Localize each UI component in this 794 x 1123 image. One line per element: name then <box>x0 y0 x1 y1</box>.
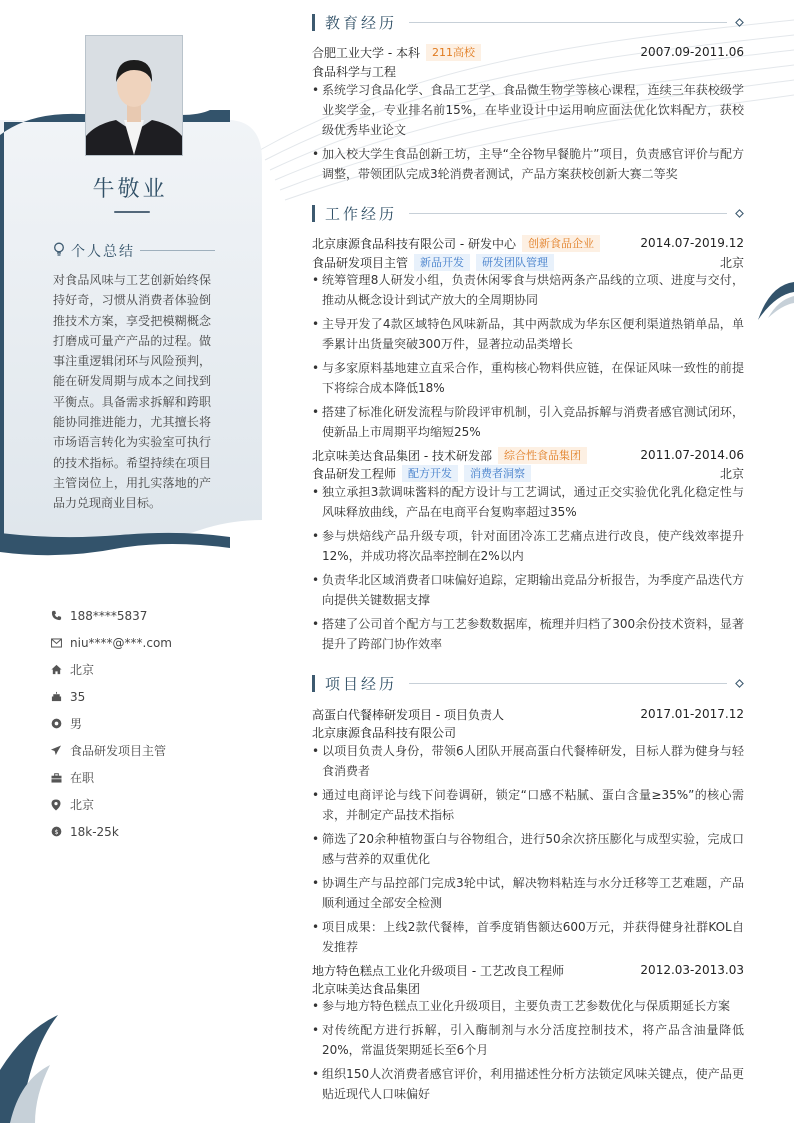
job-position-row <box>312 252 744 272</box>
home-icon <box>50 664 62 676</box>
project-org-row <box>312 722 744 742</box>
contact-list <box>50 602 172 845</box>
contact-text: 在职 <box>70 771 95 785</box>
project-name: 地方特色糕点工业化升级项目 - 工艺改良工程师 <box>312 963 564 978</box>
contact-item <box>50 602 172 629</box>
projects-title: 项目经历 <box>325 674 398 693</box>
lightbulb-icon <box>53 242 65 260</box>
school-name: 合肥工业大学 - 本科 <box>312 45 420 60</box>
company-tag: 综合性食品集团 <box>498 447 587 464</box>
bullet-item: • 协调生产与品控部门完成3轮中试，解决物料粘连与水分迁移等工艺难题，产品顺利通过全部安全检测 <box>312 873 744 913</box>
bullet-item: • 组织150人次消费者感官评价，利用描述性分析方法锁定风味关键点，使产品更贴近现代人口味偏好 <box>312 1064 744 1104</box>
bullet-item: • 参与地方特色糕点工业化升级项目，主要负责工艺参数优化与保质期延长方案 <box>312 996 744 1016</box>
summary-text: 对食品风味与工艺创新始终保持好奇，习惯从消费者体验倒推技术方案，享受把模糊概念打磨成可量产产品的过程。做事注重逻辑闭环与风险预判，能在研发周期与成本之间找到平衡点。具备需求拆解和跨职能协同推进能力，尤其擅长将市场语言转化为实验室可执行的技术指标。希望持续在项目主管岗位上，用扎实落地的产品力兑现商业目标。 <box>53 273 211 511</box>
work-heading <box>312 203 744 223</box>
bullet-item: • 负责华北区域消费者口味偏好追踪，定期输出竞品分析报告，为季度产品迭代方向提供关键数据支撑 <box>312 570 744 610</box>
salary-icon <box>50 826 62 838</box>
contact-item <box>50 656 172 683</box>
work-title: 工作经历 <box>325 204 398 223</box>
job-header-row <box>312 233 744 253</box>
major: 食品科学与工程 <box>312 64 397 79</box>
location-icon <box>50 799 62 811</box>
contact-text: 188****5837 <box>70 608 148 623</box>
send-icon <box>50 745 62 757</box>
bullet-item: • 对传统配方进行拆解，引入酶制剂与水分活度控制技术，将产品含油量降低20%，常温货架期延长至6个月 <box>312 1020 744 1060</box>
svg-text:$: $ <box>53 827 59 836</box>
project-period: 2017.01-2017.12 <box>640 707 744 721</box>
bullet-item: • 筛选了20余种植物蛋白与谷物组合，进行50余次挤压膨化与成型实验，完成口感与营养的双重优化 <box>312 829 744 869</box>
job-city: 北京 <box>719 466 744 481</box>
job-city: 北京 <box>719 255 744 270</box>
education-header-row <box>312 42 744 62</box>
briefcase-icon <box>50 772 62 784</box>
education-bullets <box>312 80 744 188</box>
summary-heading <box>53 241 135 261</box>
summary-rule <box>140 250 215 251</box>
contact-text: 35 <box>70 689 86 704</box>
bullet-item: • 项目成果：上线2款代餐棒，首季度销售额达600万元，并获得健身社群KOL自发推荐 <box>312 917 744 957</box>
job-header-row <box>312 445 744 465</box>
heading-bar <box>312 14 315 31</box>
company-name: 北京味美达食品集团 - 技术研发部 <box>312 448 492 463</box>
heading-rule <box>409 22 727 23</box>
diamond-icon <box>735 18 744 27</box>
person-photo-icon <box>86 36 182 155</box>
contact-item <box>50 818 172 845</box>
skill-tag: 消费者洞察 <box>464 465 531 482</box>
contact-text: 北京 <box>70 663 95 677</box>
company-tag: 创新食品企业 <box>522 235 600 252</box>
bullet-item: • 加入校大学生食品创新工坊，主导“全谷物早餐脆片”项目，负责感官评价与配方调整，带领团队完成3轮消费者测试，产品方案获校创新大赛二等奖 <box>312 144 744 184</box>
name-underline <box>114 211 150 213</box>
contact-item <box>50 737 172 764</box>
skill-tag: 研发团队管理 <box>476 254 554 271</box>
bullet-item: • 参与烘焙线产品升级专项，针对面团冷冻工艺痛点进行改良，使产线效率提升12%，并成功将次品率控制在2%以内 <box>312 526 744 566</box>
project-org-row <box>312 978 744 998</box>
contact-item <box>50 764 172 791</box>
education-title: 教育经历 <box>325 13 398 32</box>
bullet-item: • 独立承担3款调味酱料的配方设计与工艺调试，通过正交实验优化乳化稳定性与风味释放曲线，产品在电商平台复购率超过35% <box>312 482 744 522</box>
bullet-item: • 以项目负责人身份，带领6人团队开展高蛋白代餐棒研发，目标人群为健身与轻食消费者 <box>312 741 744 781</box>
project-bullets <box>312 741 744 961</box>
education-major-row <box>312 61 744 81</box>
project-org: 北京康源食品科技有限公司 <box>312 725 457 740</box>
contact-item <box>50 683 172 710</box>
education-period: 2007.09-2011.06 <box>640 45 744 59</box>
contact-text: niu****@***.com <box>70 635 172 650</box>
mail-icon <box>50 637 62 649</box>
job-bullets <box>312 482 744 658</box>
project-bullets <box>312 996 744 1108</box>
contact-text: 食品研发项目主管 <box>70 744 167 758</box>
contact-item <box>50 791 172 818</box>
heading-bar <box>312 675 315 692</box>
company-name: 北京康源食品科技有限公司 - 研发中心 <box>312 236 516 251</box>
contact-item <box>50 629 172 656</box>
bullet-item: • 系统学习食品化学、食品工艺学、食品微生物学等核心课程，连续三年获校级学业奖学金，专业排名前15%，在毕业设计中运用响应面法优化饮料配方，获校级优秀毕业论文 <box>312 80 744 140</box>
heading-bar <box>312 205 315 222</box>
skill-tag: 新品开发 <box>414 254 470 271</box>
bullet-item: • 通过电商评论与线下问卷调研，锁定“口感不粘腻、蛋白含量≥35%”的核心需求，并制定产品技术指标 <box>312 785 744 825</box>
project-name: 高蛋白代餐棒研发项目 - 项目负责人 <box>312 707 504 722</box>
phone-icon <box>50 610 62 622</box>
projects-heading <box>312 673 744 693</box>
job-period: 2014.07-2019.12 <box>640 236 744 250</box>
contact-item <box>50 710 172 737</box>
education-heading <box>312 12 744 32</box>
school-tag: 211高校 <box>426 44 481 61</box>
bullet-item: • 搭建了公司首个配方与工艺参数数据库，梳理并归档了300余份技术资料，显著提升了跨部门协作效率 <box>312 614 744 654</box>
job-period: 2011.07-2014.06 <box>640 448 744 462</box>
bullet-item: • 与多家原料基地建立直采合作，重构核心物料供应链，在保证风味一致性的前提下将综合成本降低18% <box>312 358 744 398</box>
bullet-item: • 搭建了标准化研发流程与阶段评审机制，引入竞品拆解与消费者感官测试闭环，使新品上市周期平均缩短25% <box>312 402 744 442</box>
avatar <box>85 35 183 156</box>
project-period: 2012.03-2013.03 <box>640 963 744 977</box>
contact-text: 北京 <box>70 798 95 812</box>
job-bullets <box>312 270 744 446</box>
job-position-row <box>312 463 744 483</box>
job-position: 食品研发项目主管 <box>312 255 409 270</box>
candidate-name: 牛敬业 <box>92 177 168 202</box>
contact-text: 男 <box>70 717 83 731</box>
job-position: 食品研发工程师 <box>312 466 397 481</box>
cake-icon <box>50 691 62 703</box>
heading-rule <box>409 683 727 684</box>
heading-rule <box>409 213 727 214</box>
contact-text: 18k-25k <box>70 824 119 839</box>
gender-icon <box>50 718 62 730</box>
diamond-icon <box>735 209 744 218</box>
diamond-icon <box>735 679 744 688</box>
project-org: 北京味美达食品集团 <box>312 981 421 996</box>
project-header-row <box>312 960 744 980</box>
summary-title: 个人总结 <box>71 244 135 260</box>
bullet-item: • 统筹管理8人研发小组，负责休闲零食与烘焙两条产品线的立项、进度与交付，推动从概念设计到试产放大的全周期协同 <box>312 270 744 310</box>
project-header-row <box>312 704 744 724</box>
skill-tag: 配方开发 <box>402 465 458 482</box>
bullet-item: • 主导开发了4款区域特色风味新品，其中两款成为华东区便利渠道热销单品，单季累计出货量突破300万件，显著拉动品类增长 <box>312 314 744 354</box>
